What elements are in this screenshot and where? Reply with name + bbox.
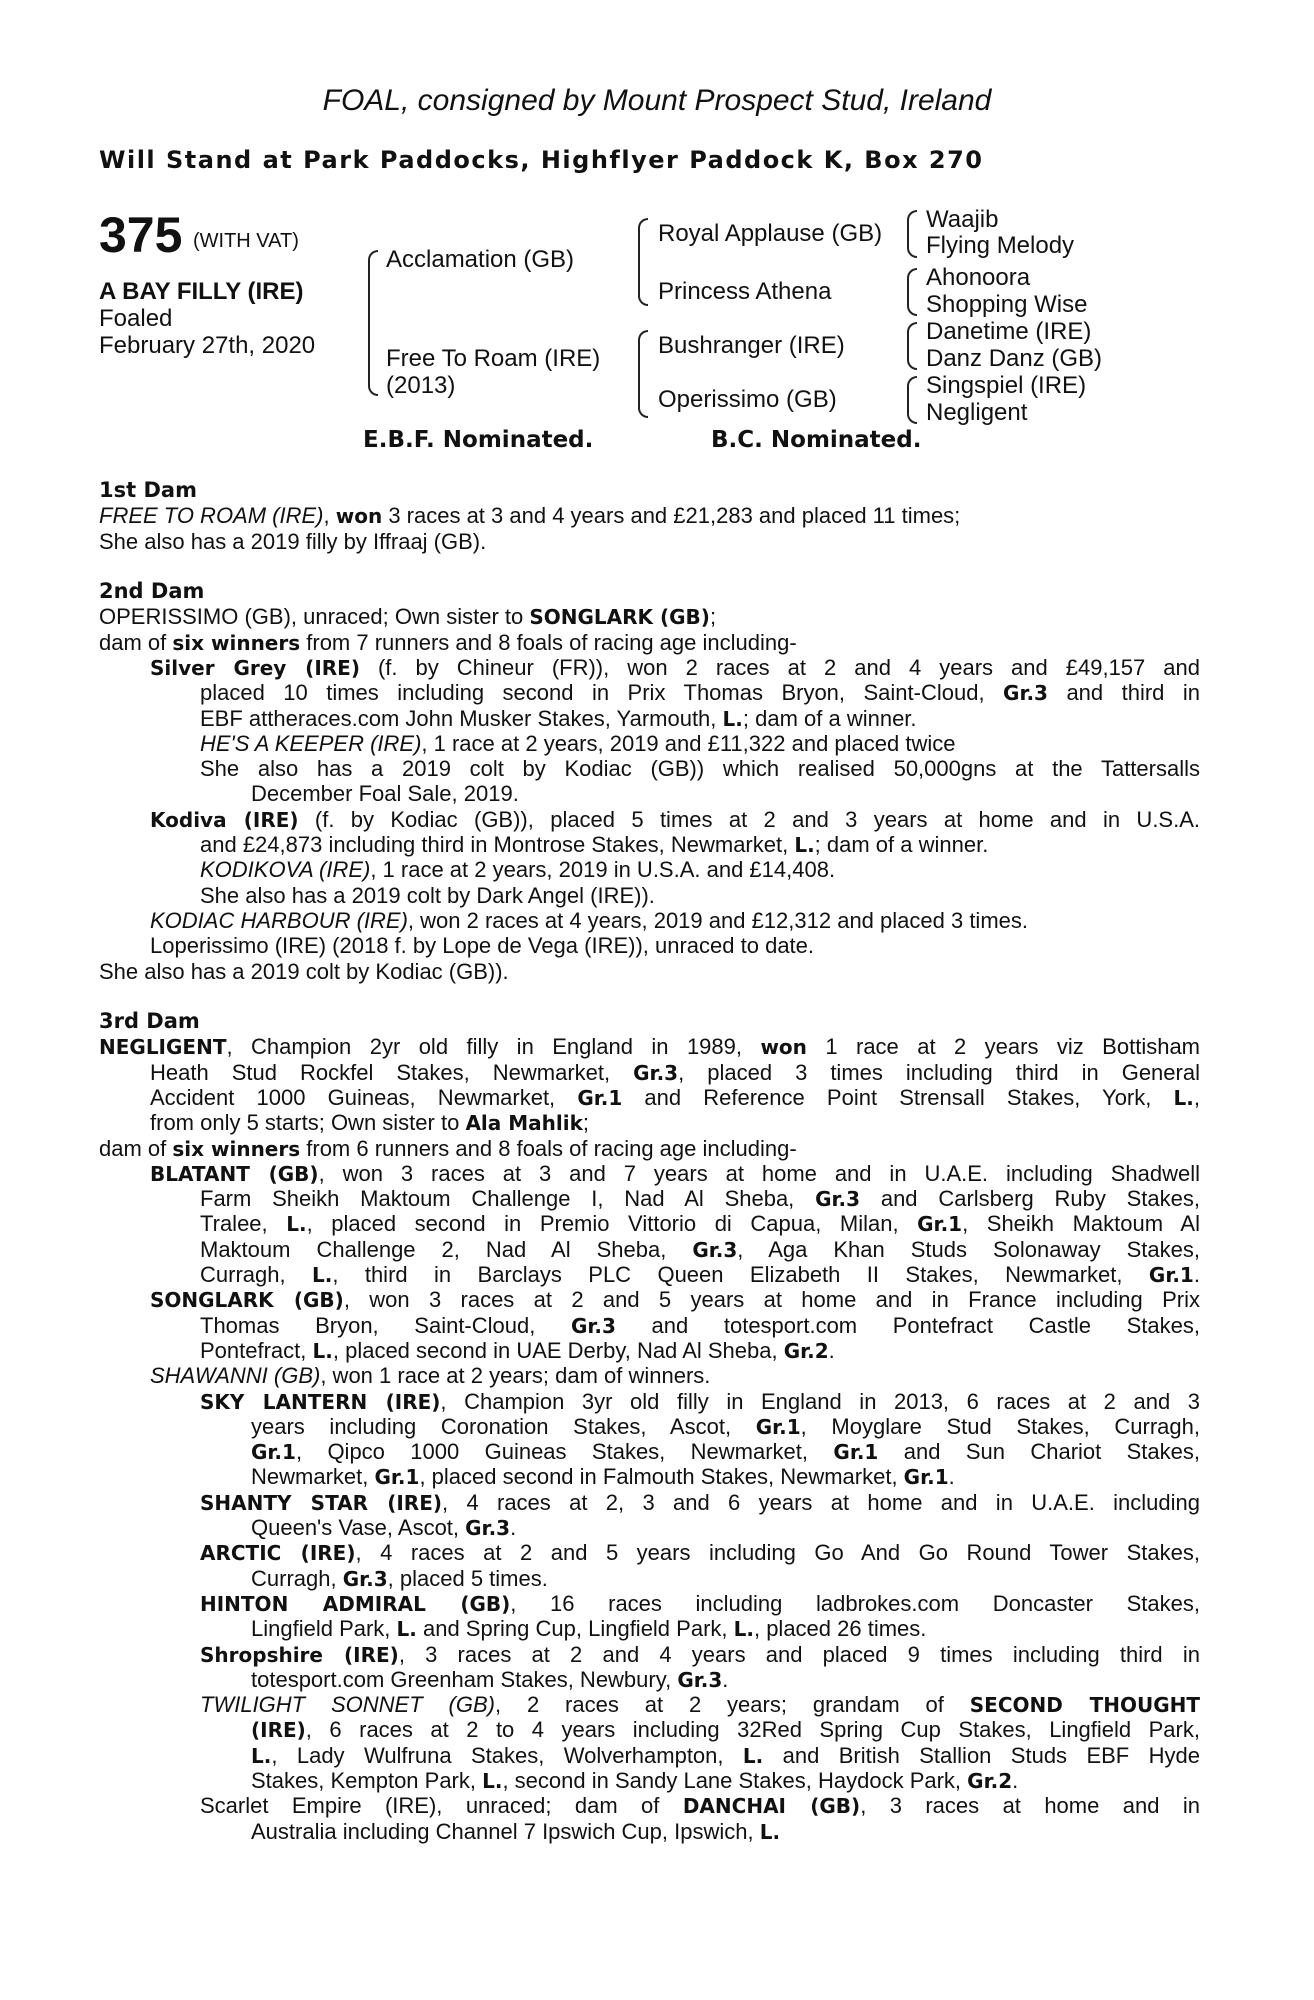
text: , 6 races at 2 to 4 years including 32Red Spring Cup Stakes, Lingfield Park, (305, 1717, 1200, 1743)
italic-text: SHAWANNI (GB) (150, 1363, 321, 1389)
ancestor: Danz Danz (GB) (926, 345, 1103, 372)
section-heading: 3rd Dam (99, 1009, 200, 1033)
text: , placed second in Falmouth Stakes, Newmarket, (419, 1464, 904, 1490)
bold-text: Kodiva (IRE) (150, 807, 299, 832)
text: She also has a 2019 colt by Kodiac (GB)). (99, 958, 509, 984)
text-line (99, 1034, 1200, 1060)
text: , Qipco 1000 Guineas Stakes, Newmarket, (295, 1439, 834, 1465)
text: , Aga Khan Studs Solonaway Stakes, (737, 1236, 1200, 1262)
text-line (200, 731, 1200, 756)
text-line (150, 1161, 1200, 1187)
text: totesport.com Greenham Stakes, Newbury, (251, 1666, 678, 1692)
ancestor: Singspiel (IRE) (926, 372, 1087, 399)
bold-text: Gr.1 (755, 1414, 801, 1439)
bold-text: Gr.1 (917, 1212, 963, 1237)
bold-text: L. (722, 706, 743, 731)
bold-text: Gr.2 (967, 1769, 1013, 1793)
bold-text: L. (482, 1769, 503, 1793)
text: , 1 race at 2 years, 2019 in U.S.A. and £14,408. (370, 857, 836, 883)
text: , won 3 races at 3 and 7 years at home and in U.A.E. including Shadwell (318, 1160, 1200, 1186)
text: , 1 race at 2 years, 2019 and £11,322 and placed twice (421, 730, 956, 756)
bold-text: Silver Grey (IRE) (150, 655, 360, 680)
text: and Reference Point Strensall Stakes, York, (622, 1084, 1174, 1110)
text-line (200, 857, 1200, 882)
text-line (200, 832, 1200, 858)
bold-text: Gr.3 (815, 1187, 861, 1212)
text-line (99, 503, 1200, 529)
text-line (200, 1313, 1200, 1339)
bold-text: won (335, 504, 383, 529)
bold-text: Gr.3 (570, 1313, 616, 1338)
text: . (722, 1666, 729, 1692)
bold-text: Gr.3 (692, 1237, 738, 1262)
text: and £24,873 including third in Montrose Stakes, Newmarket, (200, 832, 795, 857)
text-line (200, 706, 1200, 732)
bold-text: Gr.3 (1003, 681, 1048, 706)
bold-text: L. (742, 1743, 764, 1768)
text: Newmarket, (251, 1464, 375, 1490)
dam: Free To Roam (IRE) (386, 345, 601, 372)
foaled-date: February 27th, 2020 (99, 332, 316, 359)
bold-text: Gr.1 (251, 1440, 296, 1465)
text-line (251, 1566, 1200, 1592)
text-line (200, 1692, 1200, 1718)
bold-text: L. (794, 833, 815, 857)
text: and Spring Cup, Lingfield Park, (416, 1616, 734, 1642)
text: ; dam of a winner. (814, 832, 989, 857)
text: 3 races at 3 and 4 years and £21,283 and placed 11 times; (382, 503, 961, 529)
text-line (200, 680, 1200, 706)
text: Pontefract, (200, 1337, 313, 1363)
text-line (99, 579, 1200, 604)
text: , placed 5 times. (387, 1565, 548, 1591)
bold-text: Gr.3 (633, 1060, 679, 1085)
italic-text: KODIAC HARBOUR (IRE) (150, 907, 408, 933)
text-line (99, 478, 1200, 503)
section-heading: 2nd Dam (99, 579, 205, 603)
text-line (200, 1540, 1200, 1566)
ancestor: Flying Melody (926, 232, 1075, 259)
italic-text: TWILIGHT SONNET (GB) (200, 1692, 495, 1718)
text-line (99, 1136, 1200, 1162)
text: . (948, 1464, 955, 1490)
text-line (200, 1389, 1200, 1415)
bold-text: six winners (172, 1136, 301, 1161)
text: placed 10 times including second in Prix Thomas Bryon, Saint-Cloud, (200, 680, 1004, 706)
pedigree-bracket (907, 210, 917, 258)
bc-nominated: B.C. Nominated. (711, 427, 922, 453)
text: Stakes, Kempton Park, (251, 1768, 483, 1793)
text: , second in Sandy Lane Stakes, Haydock Park, (502, 1768, 968, 1793)
bold-text: Gr.3 (342, 1566, 388, 1591)
text-line (150, 1363, 1200, 1388)
text-line (150, 908, 1200, 933)
text: Curragh, (200, 1262, 312, 1287)
ancestor: Danetime (IRE) (926, 318, 1092, 345)
text: from 6 runners and 8 foals of racing age including- (300, 1135, 797, 1161)
text: and totesport.com Pontefract Castle Stakes, (615, 1312, 1200, 1338)
bold-text: L. (759, 1819, 781, 1844)
text: from 7 runners and 8 foals of racing age including- (300, 629, 797, 655)
text-line (200, 1338, 1200, 1364)
vat-note: (WITH VAT) (193, 230, 299, 252)
text-line (200, 883, 1200, 908)
text-line (150, 933, 1200, 958)
text-line (150, 1085, 1200, 1111)
text-line (99, 1009, 1200, 1034)
bold-text: L. (733, 1617, 754, 1642)
bold-text: Gr.1 (577, 1085, 623, 1110)
text-line (150, 807, 1200, 833)
text-line (150, 1287, 1200, 1313)
pedigree-bracket (907, 376, 917, 424)
text: She also has a 2019 colt by Kodiac (GB)) which realised 50,000gns at the Tattersalls (200, 756, 1200, 782)
text: 1 race at 2 years viz Bottisham (806, 1034, 1201, 1060)
bold-text: SHANTY STAR (IRE) (200, 1490, 442, 1515)
text: years including Coronation Stakes, Ascot, (251, 1413, 756, 1439)
text: , won 1 race at 2 years; dam of winners. (320, 1363, 711, 1389)
pedigree-bracket (907, 268, 917, 316)
bold-text: Gr.2 (783, 1338, 829, 1363)
bold-text: Gr.1 (1148, 1263, 1194, 1287)
bold-text: NEGLIGENT (99, 1035, 227, 1060)
text: . (1193, 1262, 1200, 1287)
bold-text: Gr.3 (677, 1667, 723, 1692)
text-line (200, 1262, 1200, 1288)
text: (f. by Kodiac (GB)), placed 5 times at 2 and 3 years at home and in U.S.A. (298, 806, 1200, 832)
bold-text: Ala Mahlik (465, 1111, 583, 1136)
text: Queen's Vase, Ascot, (251, 1515, 466, 1540)
text: (f. by Chineur (FR)), won 2 races at 2 and 4 years and £49,157 and (359, 654, 1200, 680)
text-line (99, 630, 1200, 656)
bold-text: L. (311, 1263, 333, 1287)
section-heading: 1st Dam (99, 478, 197, 502)
sire-sire: Royal Applause (GB) (658, 220, 883, 247)
text-line (150, 1110, 1200, 1136)
bold-text: Shropshire (IRE) (200, 1642, 399, 1667)
ebf-nominated: E.B.F. Nominated. (363, 427, 594, 453)
text: , Moyglare Stud Stakes, Curragh, (800, 1413, 1200, 1439)
text: , (1193, 1084, 1200, 1110)
text-line (200, 1186, 1200, 1212)
text-line (200, 1793, 1200, 1819)
text: OPERISSIMO (GB), unraced; Own sister to (99, 604, 530, 630)
text: , 3 races at home and in (860, 1793, 1201, 1819)
text: , won 3 races at 2 and 5 years at home and in France including Prix (343, 1287, 1200, 1313)
pedigree-bracket (638, 330, 648, 418)
bold-text: Gr.1 (903, 1465, 949, 1490)
bold-text: DANCHAI (GB) (682, 1794, 861, 1819)
pedigree-bracket (638, 218, 648, 306)
text: Curragh, (251, 1565, 343, 1591)
text: She also has a 2019 filly by Iffraaj (GB). (99, 528, 487, 554)
text: ; dam of a winner. (742, 705, 917, 731)
bold-text: SKY LANTERN (IRE) (200, 1389, 441, 1414)
text-line (200, 1211, 1200, 1237)
text: , (323, 503, 336, 529)
bold-text: L. (396, 1617, 417, 1642)
text: , Lady Wulfruna Stakes, Wolverhampton, (271, 1742, 743, 1768)
text: from only 5 starts; Own sister to (150, 1110, 466, 1136)
dam-sire: Bushranger (IRE) (658, 332, 845, 359)
text-line (251, 1667, 1200, 1693)
ancestor: Shopping Wise (926, 291, 1088, 318)
text: Thomas Bryon, Saint-Cloud, (200, 1312, 571, 1338)
bold-text: L. (286, 1212, 307, 1237)
text-line (200, 1591, 1200, 1617)
text-line (200, 1237, 1200, 1263)
italic-text: HE'S A KEEPER (IRE) (200, 730, 422, 756)
text: December Foal Sale, 2019. (251, 781, 519, 807)
text-line (251, 1515, 1200, 1541)
text: , 4 races at 2, 3 and 6 years at home and in U.A.E. including (442, 1489, 1200, 1515)
text-line (150, 1060, 1200, 1086)
bold-text: Gr.1 (833, 1440, 879, 1465)
bold-text: ARCTIC (IRE) (200, 1541, 356, 1566)
bold-text: BLATANT (GB) (150, 1161, 319, 1186)
text-line (99, 529, 1200, 554)
stand-location: Will Stand at Park Paddocks, Highflyer Paddock K, Box 270 (99, 146, 984, 174)
text: Lingfield Park, (251, 1616, 397, 1642)
text-line (251, 1464, 1200, 1490)
bold-text: six winners (172, 630, 301, 655)
text-line (99, 604, 1200, 630)
pedigree-bracket (368, 250, 378, 396)
text: Scarlet Empire (IRE), unraced; dam of (200, 1793, 683, 1819)
text: , 4 races at 2 and 5 years including Go And Go Round Tower Stakes, (355, 1540, 1200, 1566)
italic-text: KODIKOVA (IRE) (200, 857, 371, 883)
text: ; (582, 1110, 590, 1136)
text: , won 2 races at 4 years, 2019 and £12,312 and placed 3 times. (407, 907, 1028, 933)
ancestor: Negligent (926, 399, 1028, 426)
sire: Acclamation (GB) (386, 246, 575, 273)
bold-text: Gr.3 (465, 1516, 511, 1540)
text-line (99, 959, 1200, 984)
consignor-title: FOAL, consigned by Mount Prospect Stud, Ireland (322, 84, 992, 117)
ancestor: Ahonoora (926, 264, 1031, 291)
text-line (251, 1717, 1200, 1743)
text: ; (709, 604, 717, 630)
text: , placed second in UAE Derby, Nad Al Sheba, (332, 1337, 784, 1363)
bold-text: Gr.1 (374, 1465, 420, 1490)
bold-text: L. (251, 1743, 272, 1768)
text: Maktoum Challenge 2, Nad Al Sheba, (200, 1236, 693, 1262)
text: , 3 races at 2 and 4 years and placed 9 times including third in (398, 1641, 1200, 1667)
text: Farm Sheikh Maktoum Challenge I, Nad Al Sheba, (200, 1186, 816, 1212)
text: , 2 races at 2 years; grandam of (494, 1692, 970, 1718)
text-line (251, 1819, 1200, 1845)
italic-text: FREE TO ROAM (IRE) (99, 503, 324, 529)
text-line (251, 781, 1200, 806)
bold-text: L. (312, 1338, 333, 1363)
text: , Champion 3yr old filly in England in 2013, 6 races at 2 and 3 (440, 1388, 1200, 1414)
text-line (200, 756, 1200, 781)
text: , Sheikh Maktoum Al (962, 1211, 1200, 1237)
text: She also has a 2019 colt by Dark Angel (IRE)). (200, 882, 655, 908)
text: and Carlsberg Ruby Stakes, (860, 1186, 1200, 1212)
text: and British Stallion Studs EBF Hyde (763, 1742, 1200, 1768)
bold-text: SONGLARK (GB) (529, 605, 710, 630)
text: . (828, 1337, 835, 1363)
dam-dam: Operissimo (GB) (658, 386, 837, 413)
text: . (510, 1515, 517, 1540)
ancestor: Waajib (926, 206, 999, 233)
bold-text: HINTON ADMIRAL (GB) (200, 1591, 511, 1616)
text: , 16 races including ladbrokes.com Doncaster Stakes, (510, 1590, 1200, 1616)
text: EBF attheraces.com John Musker Stakes, Yarmouth, (200, 705, 723, 731)
text-line (251, 1616, 1200, 1642)
bold-text: won (760, 1035, 807, 1060)
text: Heath Stud Rockfel Stakes, Newmarket, (150, 1059, 634, 1085)
text: , placed 26 times. (753, 1616, 927, 1642)
bold-text: L. (1173, 1085, 1194, 1110)
text-line (251, 1439, 1200, 1465)
text-line (200, 1490, 1200, 1516)
text: Accident 1000 Guineas, Newmarket, (150, 1084, 578, 1110)
bold-text: (IRE) (251, 1718, 306, 1743)
text: , placed second in Premio Vittorio di Capua, Milan, (306, 1211, 918, 1237)
text: Australia including Channel 7 Ipswich Cup, Ipswich, (251, 1818, 760, 1844)
text-line (150, 655, 1200, 681)
pedigree-bracket (907, 322, 917, 370)
text: . (1012, 1768, 1019, 1793)
text: and third in (1047, 680, 1201, 706)
text: Tralee, (200, 1211, 287, 1237)
foaled-label: Foaled (99, 305, 173, 332)
text: , placed 3 times including third in General (678, 1059, 1200, 1085)
bold-text: SONGLARK (GB) (150, 1288, 344, 1313)
text: , third in Barclays PLC Queen Elizabeth II Stakes, Newmarket, (332, 1262, 1149, 1287)
text: dam of (99, 629, 173, 655)
sire-dam: Princess Athena (658, 278, 832, 305)
text: , Champion 2yr old filly in England in 1989, (226, 1034, 761, 1060)
dam-year: (2013) (386, 372, 456, 399)
text: dam of (99, 1135, 173, 1161)
text-line (251, 1768, 1200, 1794)
horse-name: A BAY FILLY (IRE) (99, 278, 304, 305)
text: and Sun Chariot Stakes, (878, 1439, 1200, 1465)
bold-text: SECOND THOUGHT (969, 1693, 1200, 1718)
lot-number: 375 (99, 207, 183, 263)
text-line (200, 1642, 1200, 1668)
text-line (251, 1414, 1200, 1440)
text-line (251, 1743, 1200, 1769)
text: Loperissimo (IRE) (2018 f. by Lope de Vega (IRE)), unraced to date. (150, 933, 815, 959)
